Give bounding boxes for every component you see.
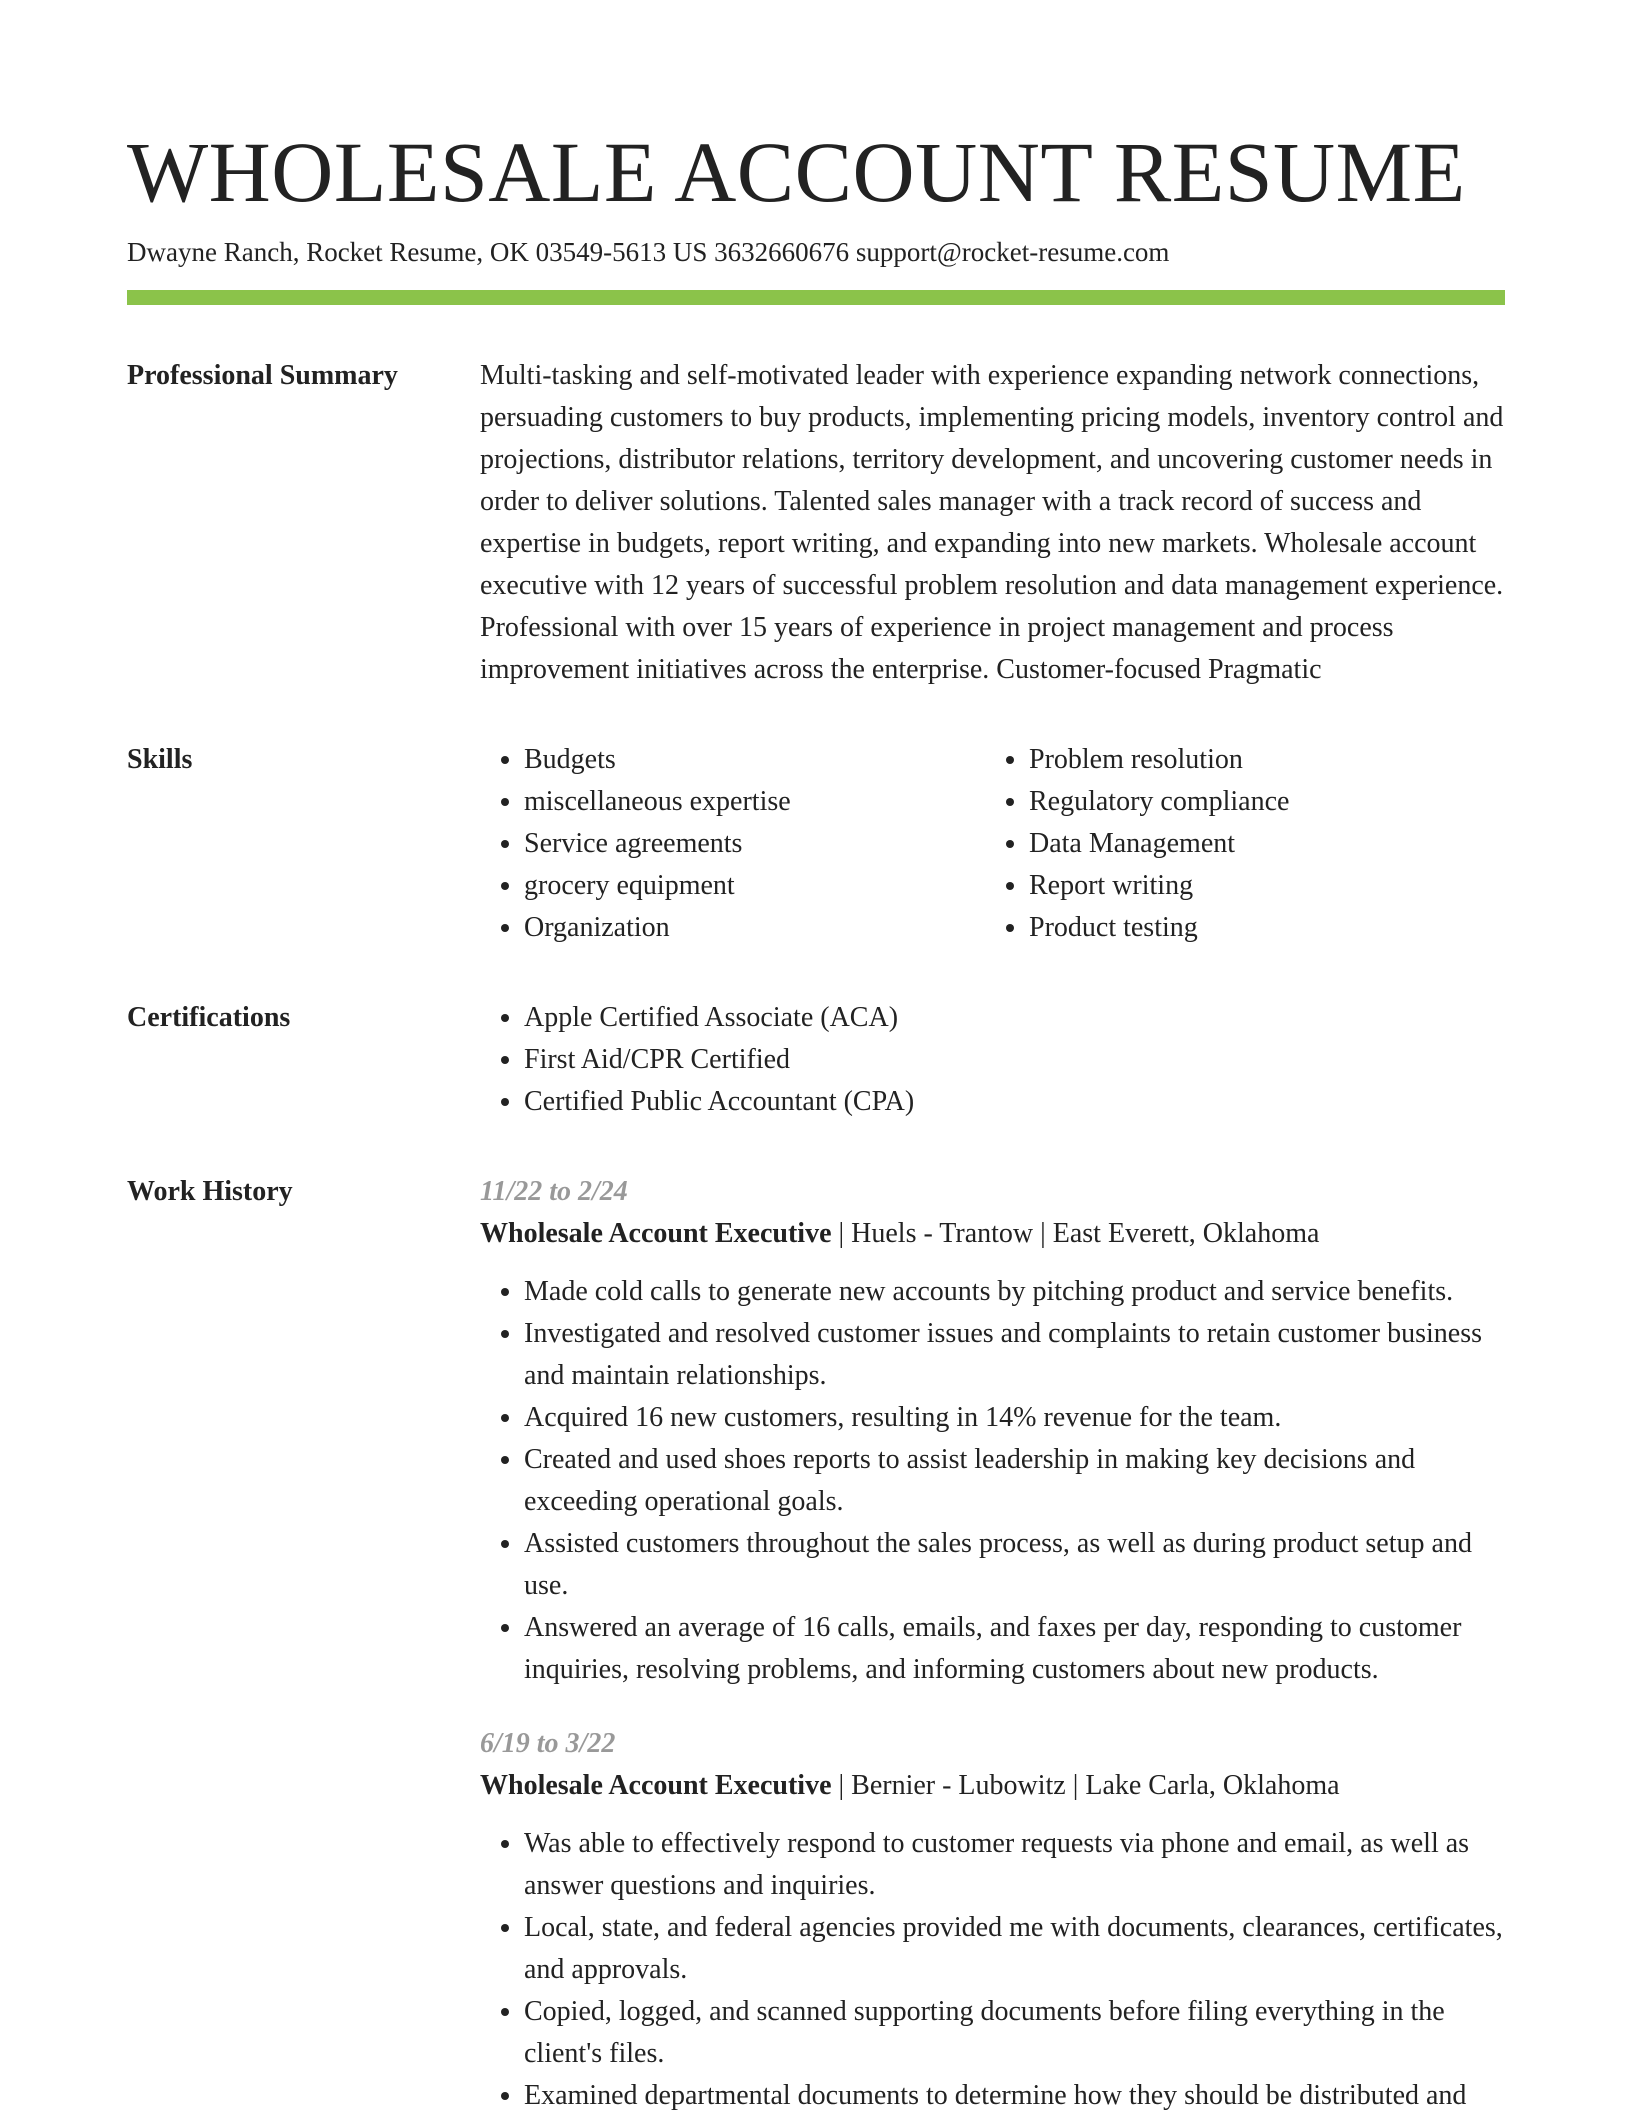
resume-page <box>127 118 1505 2117</box>
section-label-skills: Skills <box>127 744 193 775</box>
summary-text: Multi-tasking and self-motivated leader with experience expanding network connections, persuading customers to buy products, implementing pricing models, inventory control and projections, distributor relations, territory development, and uncovering customer needs in order to deliver solutions. Talented sales manager with a track record of success and expertise in budgets, report writing, and expanding into new markets. Wholesale account executive with 12 years of successful problem resolution and data management experience. Professional with over 15 years of experience in project management and process improvement initiatives across the enterprise. Customer-focused Pragmatic <box>480 360 1504 685</box>
certification-item: • Apple Certified Associate (ACA) <box>524 997 1505 1039</box>
job-details: | Bernier - Lubowitz | Lake Carla, Oklahoma <box>831 1770 1340 1801</box>
job-title: Wholesale Account Executive <box>480 1770 832 1801</box>
job-bullet: • Investigated and resolved customer issues and complaints to retain customer business and maintain relationships. <box>524 1313 1505 1397</box>
section-label-work-history: Work History <box>127 1176 293 1207</box>
job-bullet: • Assisted customers throughout the sales process, as well as during product setup and use. <box>524 1523 1505 1607</box>
certification-item: • First Aid/CPR Certified <box>524 1039 1505 1081</box>
summary-body <box>480 355 1505 691</box>
job-details: | Huels - Trantow | East Everett, Oklahoma <box>831 1218 1320 1249</box>
skill-item: • Budgets <box>524 739 985 781</box>
skills-list-left <box>480 739 985 949</box>
resume-title: WHOLESALE ACCOUNT RESUME <box>127 124 1466 220</box>
skills-section <box>127 739 1505 949</box>
job-title: Wholesale Account Executive <box>480 1218 832 1249</box>
skill-item: • Data Management <box>1029 823 1289 865</box>
job-entry <box>480 1723 1505 2117</box>
work-history-body <box>480 1171 1505 2117</box>
skill-item: • Organization <box>524 907 985 949</box>
skill-item: • Product testing <box>1029 907 1289 949</box>
job-bullet: • Created and used shoes reports to assist leadership in making key decisions and exceeding operational goals. <box>524 1439 1505 1523</box>
job-bullet: • Examined departmental documents to determine how they should be distributed and <box>524 2075 1505 2117</box>
skill-item: • Problem resolution <box>1029 739 1289 781</box>
job-dates: 11/22 to 2/24 <box>480 1176 628 1207</box>
skill-item: • grocery equipment <box>524 865 985 907</box>
job-title-line <box>480 1213 1505 1255</box>
header-divider <box>127 290 1505 305</box>
job-bullet: • Made cold calls to generate new accounts by pitching product and service benefits. <box>524 1271 1505 1313</box>
job-dates: 6/19 to 3/22 <box>480 1728 616 1759</box>
job-title-line <box>480 1765 1505 1807</box>
skill-item: • Regulatory compliance <box>1029 781 1289 823</box>
certifications-body <box>480 997 1505 1123</box>
skill-item: • Service agreements <box>524 823 985 865</box>
job-bullet: • Was able to effectively respond to customer requests via phone and email, as well as answer questions and inquiries. <box>524 1823 1505 1907</box>
skills-body <box>480 739 1505 949</box>
job-bullet: • Copied, logged, and scanned supporting documents before filing everything in the client's files. <box>524 1991 1505 2075</box>
certification-item: • Certified Public Accountant (CPA) <box>524 1081 1505 1123</box>
certifications-list <box>480 997 1505 1123</box>
job-bullet-list <box>480 1271 1505 1691</box>
section-label-summary: Professional Summary <box>127 360 398 391</box>
section-label-certifications: Certifications <box>127 1002 291 1033</box>
work-history-section <box>127 1171 1505 2117</box>
skill-item: • Report writing <box>1029 865 1289 907</box>
job-bullet: • Answered an average of 16 calls, emails, and faxes per day, responding to customer inquiries, resolving problems, and informing customers about new products. <box>524 1607 1505 1691</box>
job-bullet-list <box>480 1823 1505 2117</box>
skills-list-right <box>985 739 1289 949</box>
certifications-section <box>127 997 1505 1123</box>
job-bullet: • Acquired 16 new customers, resulting in 14% revenue for the team. <box>524 1397 1505 1439</box>
skill-item: • miscellaneous expertise <box>524 781 985 823</box>
job-bullet: • Local, state, and federal agencies provided me with documents, clearances, certificates, and approvals. <box>524 1907 1505 1991</box>
contact-line: Dwayne Ranch, Rocket Resume, OK 03549-5613 US 3632660676 support@rocket-resume.com <box>127 237 1170 267</box>
job-entry <box>480 1171 1505 1691</box>
summary-section <box>127 355 1505 691</box>
